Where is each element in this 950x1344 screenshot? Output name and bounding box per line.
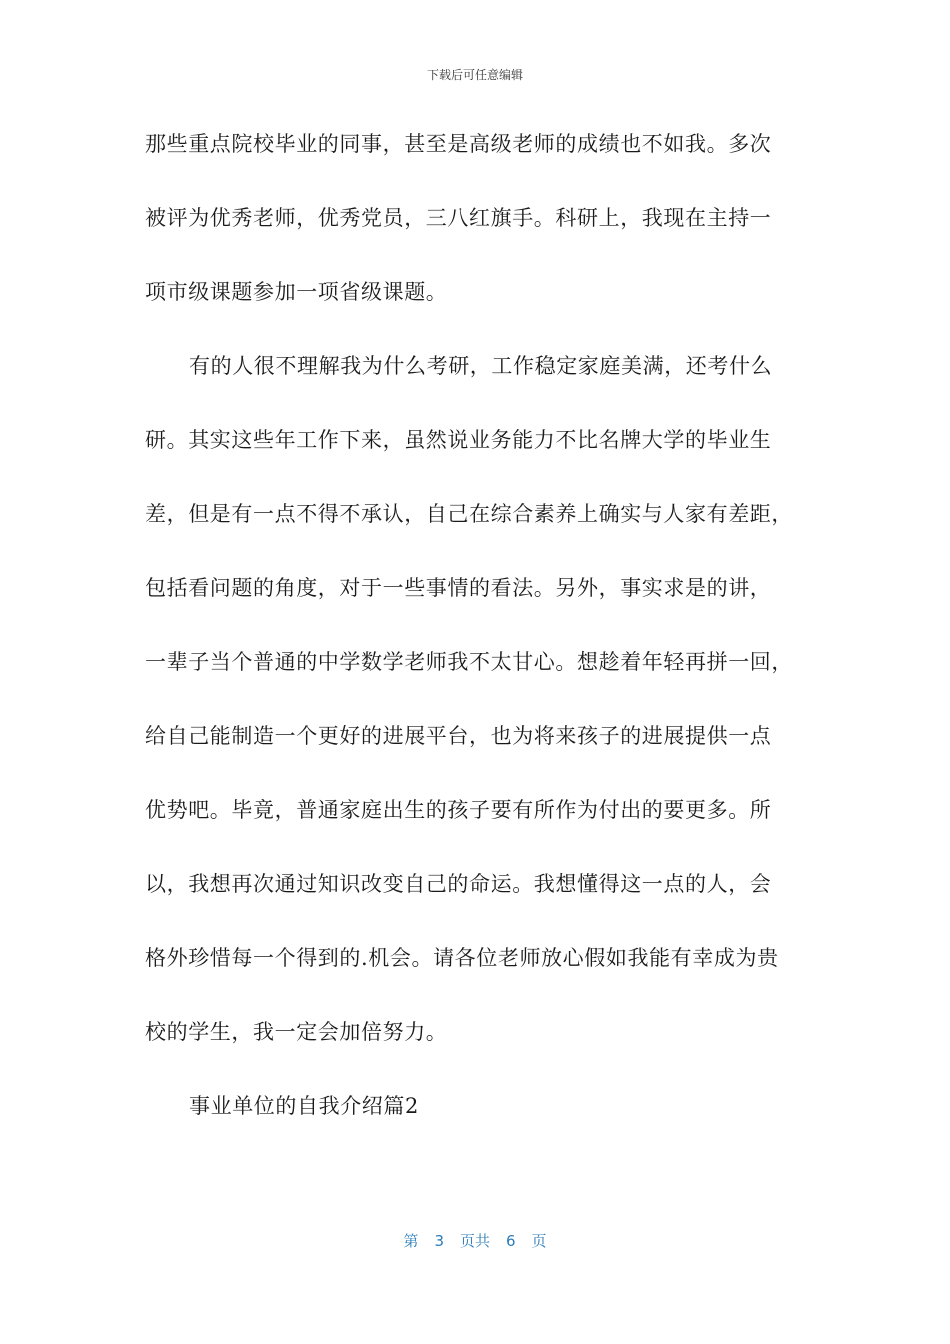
document-body <box>145 124 810 1160</box>
page-total: 6 <box>506 1232 516 1250</box>
page-header: 下载后可任意编辑 <box>426 68 523 82</box>
text-line: 格外珍惜每一个得到的.机会。请各位老师放心假如我能有幸成为贵 <box>145 946 779 970</box>
text-line: 一辈子当个普通的中学数学老师我不太甘心。想趁着年轻再拼一回， <box>145 650 793 674</box>
page-label-suffix: 页 <box>531 1232 547 1250</box>
section-heading: 事业单位的自我介绍篇2 <box>189 1094 419 1118</box>
text-line: 校的学生，我一定会加倍努力。 <box>145 1020 448 1044</box>
paragraph-start-line: 有的人很不理解我为什么考研，工作稳定家庭美满，还考什么 <box>189 354 773 378</box>
text-line: 包括看问题的角度，对于一些事情的看法。另外，事实求是的讲， <box>145 576 772 600</box>
text-line: 那些重点院校毕业的同事，甚至是高级老师的成绩也不如我。多次 <box>145 132 772 156</box>
page-footer <box>0 1230 950 1251</box>
page-label-middle: 页共 <box>459 1232 490 1250</box>
text-line: 被评为优秀老师，优秀党员，三八红旗手。科研上，我现在主持一 <box>145 206 772 230</box>
text-line: 项市级课题参加一项省级课题。 <box>145 280 448 304</box>
page-current: 3 <box>434 1232 444 1250</box>
page-label-prefix: 第 <box>403 1232 419 1250</box>
text-line: 给自己能制造一个更好的进展平台，也为将来孩子的进展提供一点 <box>145 724 772 748</box>
text-line: 研。其实这些年工作下来，虽然说业务能力不比名牌大学的毕业生 <box>145 428 772 452</box>
text-line: 优势吧。毕竟，普通家庭出生的孩子要有所作为付出的要更多。所 <box>145 798 772 822</box>
text-line: 差，但是有一点不得不承认，自己在综合素养上确实与人家有差距， <box>145 502 793 526</box>
text-line: 以，我想再次通过知识改变自己的命运。我想懂得这一点的人，会 <box>145 872 772 896</box>
